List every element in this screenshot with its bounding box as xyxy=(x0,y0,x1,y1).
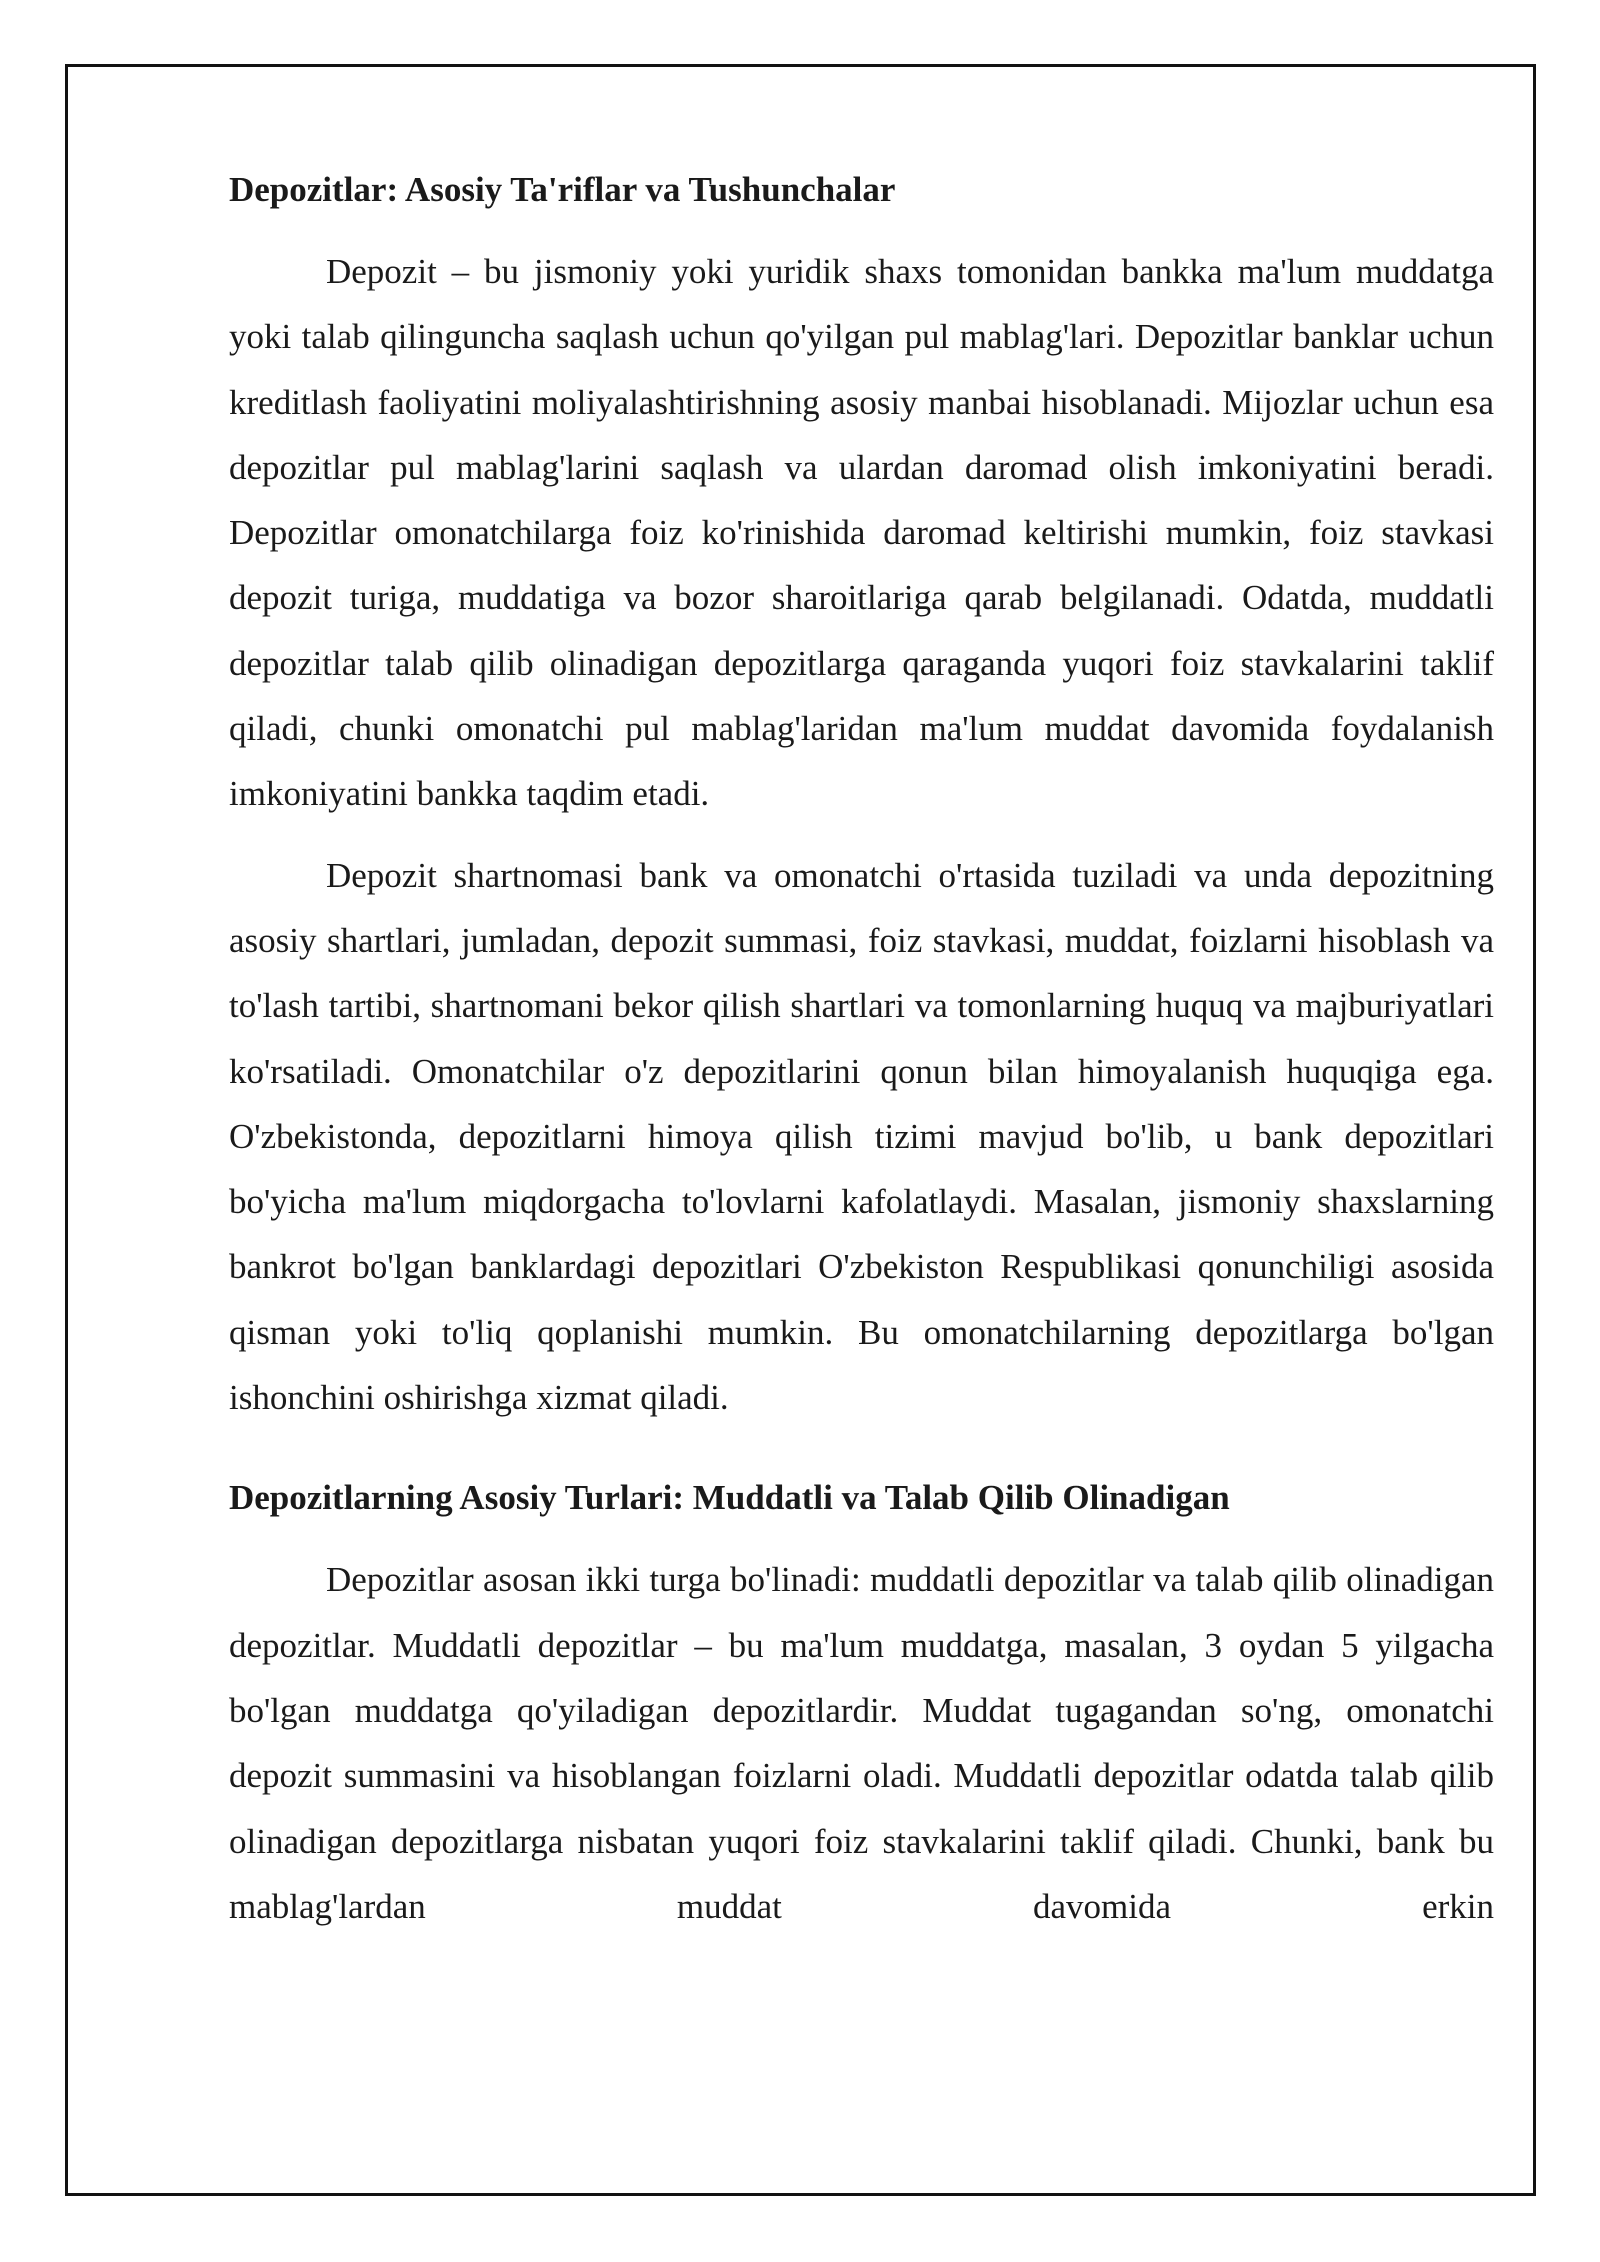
paragraph: Depozit – bu jismoniy yoki yuridik shaxs tomonidan bankka ma'lum muddatga yoki talab qilinguncha saqlash uchun qo'yilgan pul mablag'lari. Depozitlar banklar uchun kreditlash faoliyatini moliyalashtirishning asosiy manbai hisoblanadi. Mijozlar uchun esa depozitlar pul mablag'larini saqlash va ulardan daromad olish imkoniyatini beradi. Depozitlar omonatchilarga foiz ko'rinishida daromad keltirishi mumkin, foiz stavkasi depozit turiga, muddatiga va bozor sharoitlariga qarab belgilanadi. Odatda, muddatli depozitlar talab qilib olinadigan depozitlarga qaraganda yuqori foiz stavkalarini taklif qiladi, chunki omonatchi pul mablag'laridan ma'lum muddat davomida foydalanish imkoniyatini bankka taqdim etadi. xyxy=(229,252,1494,814)
paragraph: Depozit shartnomasi bank va omonatchi o'rtasida tuziladi va unda depozitning asosiy shartlari, jumladan, depozit summasi, foiz stavkasi, muddat, foizlarni hisoblash va to'lash tartibi, shartnomani bekor qilish shartlari va tomonlarning huquq va majburiyatlari ko'rsatiladi. Omonatchilar o'z depozitlarini qonun bilan himoyalanish huquqiga ega. O'zbekistonda, depozitlarni himoya qilish tizimi mavjud bo'lib, u bank depozitlari bo'yicha ma'lum miqdorgacha to'lovlarni kafolatlaydi. Masalan, jismoniy shaxslarning bankrot bo'lgan banklardagi depozitlari O'zbekiston Respublikasi qonunchiligi asosida qisman yoki to'liq qoplanishi mumkin. Bu omonatchilarning depozitlarga bo'lgan ishonchini oshirishga xizmat qiladi. xyxy=(229,855,1494,1418)
paragraph: Depozitlar asosan ikki turga bo'linadi: muddatli depozitlar va talab qilib olinadigan depozitlar. Muddatli depozitlar – bu ma'lum muddatga, masalan, 3 oydan 5 yilgacha bo'lgan muddatga qo'yiladigan depozitlardir. Muddat tugagandan so'ng, omonatchi depozit summasini va hisoblangan foizlarni oladi. Muddatli depozitlar odatda talab qilib olinadigan depozitlarga nisbatan yuqori foiz stavkalarini taklif qiladi. Chunki, bank bu mablag'lardan muddat davomida erkin xyxy=(229,1560,1494,1926)
section-heading: Depozitlar: Asosiy Ta'riflar va Tushunchalar xyxy=(229,170,896,209)
section-deposit-types xyxy=(229,1476,1494,1939)
document-body xyxy=(229,168,1494,1955)
section-heading: Depozitlarning Asosiy Turlari: Muddatli va Talab Qilib Olinadigan xyxy=(229,1478,1230,1518)
section-definitions xyxy=(229,168,1494,1430)
